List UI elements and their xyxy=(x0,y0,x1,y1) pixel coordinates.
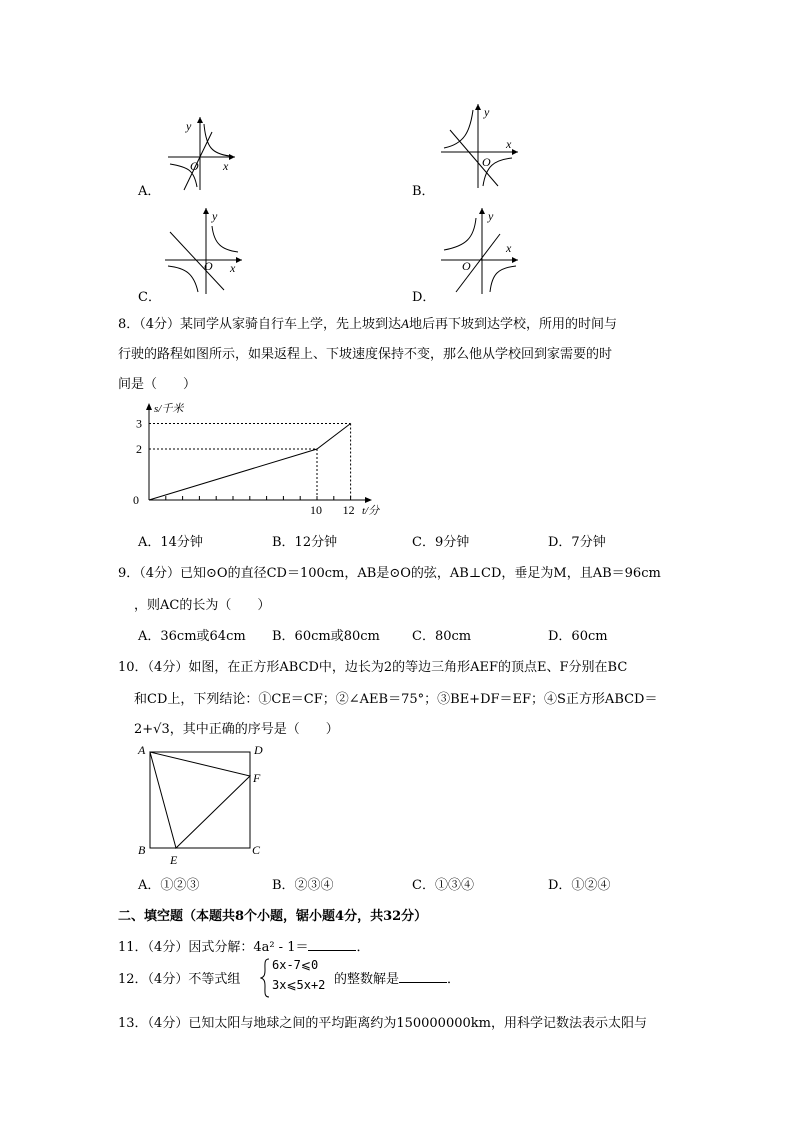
vertex-f: F xyxy=(253,771,261,785)
q13-line: 13．（4分）已知太阳与地球之间的平均距离约为150000000km，用科学记数法表示太阳与 xyxy=(118,1016,647,1031)
q9-option-d: D．60cm xyxy=(548,629,608,644)
q8-option-b: B．12分钟 xyxy=(272,535,338,550)
guide-lines xyxy=(149,424,351,501)
y-axis-label: y xyxy=(212,209,218,223)
y-tick-label-3: 3 xyxy=(136,416,142,431)
q9-line-2: ，则AC的长为（ ） xyxy=(134,598,271,613)
x-axis-label: x xyxy=(230,261,236,275)
x-axis-label: x xyxy=(223,159,229,173)
x-axis-label: x xyxy=(506,137,512,151)
graph-c xyxy=(160,204,250,296)
inequality-1: 6x-7⩽0 xyxy=(272,958,319,972)
brace-icon xyxy=(260,958,270,998)
y-tick-label-2: 2 xyxy=(136,442,142,456)
q8-line-3: 间是（ ） xyxy=(118,377,197,392)
inequality-2: 3x⩽5x+2 xyxy=(272,978,326,992)
q8-option-c: C．9分钟 xyxy=(412,535,470,550)
origin-label: O xyxy=(462,259,471,273)
q10-line-2: 和CD上，下列结论：①CE＝CF；②∠AEB＝75°；③BE+DF＝EF；④S正方形ABCD＝ xyxy=(134,692,658,707)
vertex-b: B xyxy=(138,843,146,857)
option-letter: C． xyxy=(138,290,161,305)
q9-option-b: B．60cm或80cm xyxy=(272,629,380,644)
q12-end: ． xyxy=(447,972,461,987)
option-letter: A． xyxy=(138,184,161,199)
q8-line-2: 行驶的路程如图所示，如果返程上、下坡速度保持不变，那么他从学校回到家需要的时 xyxy=(118,347,613,362)
vertex-e: E xyxy=(170,853,178,867)
vertex-a: A xyxy=(138,743,146,757)
q9-option-c: C．80cm xyxy=(412,629,472,644)
q12-prefix: 12．（4分）不等式组 xyxy=(118,972,241,987)
x-minor-ticks xyxy=(166,496,351,500)
x-axis-title: t/分 xyxy=(362,505,380,517)
q8-chart xyxy=(132,398,402,518)
origin-label: O xyxy=(482,155,491,169)
y-axis-label: y xyxy=(186,119,192,133)
option-letter: B． xyxy=(412,184,435,199)
q12-suffix-wrap xyxy=(334,968,460,987)
q11-end: ． xyxy=(356,940,370,955)
series-line xyxy=(149,424,351,501)
q11-text: 11．（4分）因式分解：4a² - 1＝ xyxy=(118,940,309,955)
y-axis-label: y xyxy=(488,209,494,223)
vertex-c: C xyxy=(252,843,261,857)
square-abcd xyxy=(150,752,250,848)
q8-line-1 xyxy=(118,313,617,332)
q10-figure xyxy=(136,740,276,868)
y-axis-arrow xyxy=(146,403,152,410)
q10-option-a: A．①②③ xyxy=(138,878,200,893)
x-tick-label-12: 12 xyxy=(342,503,355,517)
q10-option-b: B．②③④ xyxy=(272,878,334,893)
origin-label: O xyxy=(204,259,213,273)
q10-option-d: D．①②④ xyxy=(548,878,611,893)
q9-option-a: A．36cm或64cm xyxy=(138,629,246,644)
option-letter: D． xyxy=(412,290,436,305)
answer-blank[interactable] xyxy=(399,970,447,983)
y-axis-label: y xyxy=(484,105,490,119)
q9-line-1: 9．（4分）已知⊙O的直径CD＝100cm，AB是⊙O的弦，AB⊥CD，垂足为M，且AB＝96cm xyxy=(118,566,661,581)
q12-suffix: 的整数解是 xyxy=(334,972,400,987)
q10-line-3: 2+√3，其中正确的序号是（ ） xyxy=(134,722,339,737)
q10-option-c: C．①③④ xyxy=(412,878,474,893)
q10-line-1: 10．（4分）如图，在正方形ABCD中，边长为2的等边三角形AEF的顶点E、F分别在BC xyxy=(118,660,628,675)
graph-b xyxy=(436,100,526,190)
q8-text: 8．（4分）某同学从家骑自行车上学，先上坡到达 xyxy=(118,317,402,332)
q8-option-a: A．14分钟 xyxy=(138,535,203,550)
q8-text-end: 地后再下坡到达学校，所用的时间与 xyxy=(409,317,618,332)
graph-d xyxy=(436,204,526,296)
answer-blank[interactable] xyxy=(308,938,356,951)
y-axis-title: s/千米 xyxy=(154,403,184,415)
section-title: 二、填空题（本题共8个小题，锯小题4分，共32分） xyxy=(118,909,428,924)
origin-label: O xyxy=(190,159,199,173)
tick-label-origin: 0 xyxy=(133,493,139,507)
q8-var: A xyxy=(401,316,409,331)
triangle-aef xyxy=(150,752,250,848)
x-tick-label-10: 10 xyxy=(310,503,322,517)
x-axis-arrow xyxy=(365,497,372,503)
q11-line xyxy=(118,936,370,955)
vertex-d: D xyxy=(254,743,263,757)
graph-a xyxy=(160,112,240,192)
q8-option-d: D．7分钟 xyxy=(548,535,606,550)
x-axis-label: x xyxy=(506,241,512,255)
